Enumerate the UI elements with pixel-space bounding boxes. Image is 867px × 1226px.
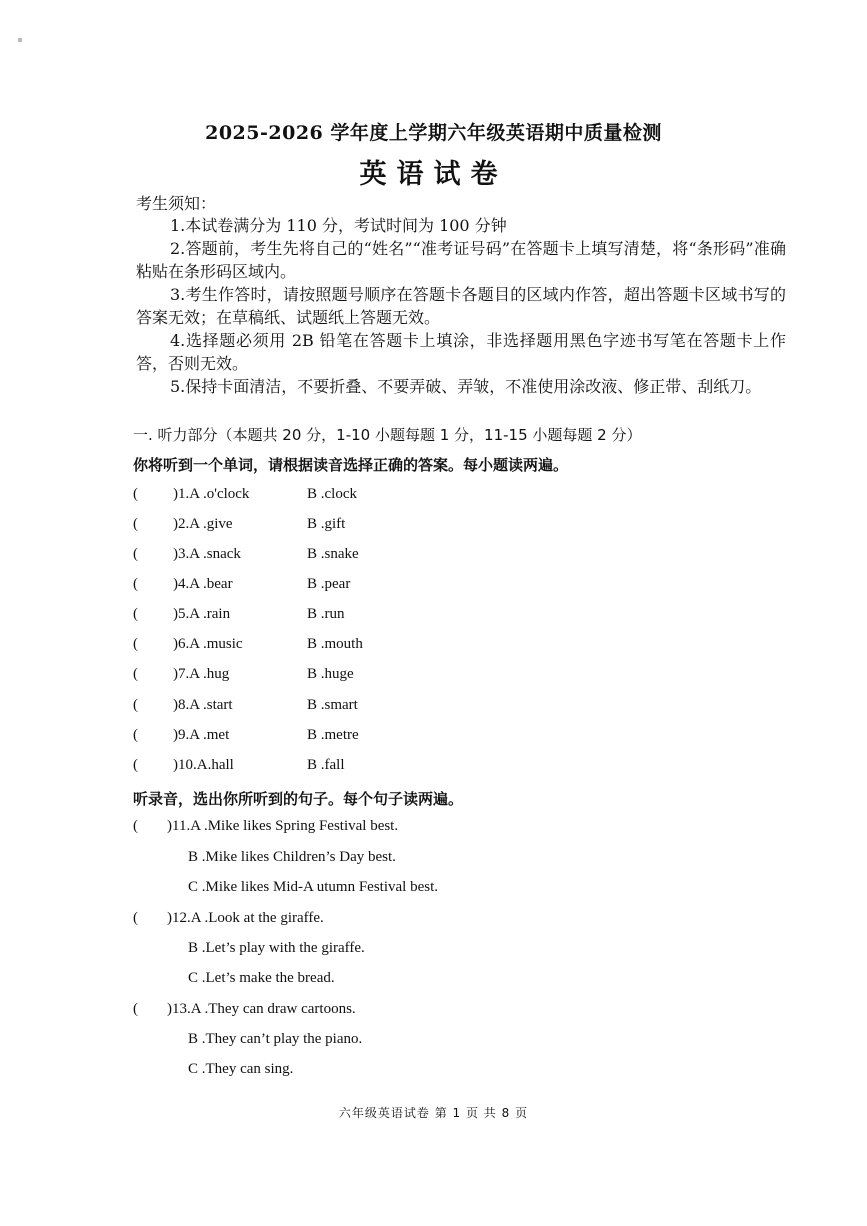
- notice-heading: 考生须知：: [136, 194, 217, 213]
- answer-paren: (: [133, 546, 138, 562]
- notice-item: 3.考生作答时，请按照题号顺序在答题卡各题目的区域内作答，超出答题卡区域书写的答案无效；在草稿纸、试题纸上答题无效。: [136, 285, 786, 327]
- notice-item: 1.本试卷满分为 110 分，考试时间为 100 分钟: [170, 216, 507, 235]
- option-a: )6.A .music: [173, 636, 243, 652]
- option-a: )7.A .hug: [173, 666, 230, 682]
- part2-instruction: 听录音，选出你所听到的句子。每个句子读两遍。: [133, 790, 464, 808]
- answer-paren: (: [133, 606, 138, 622]
- option-b: B .metre: [307, 727, 359, 743]
- option-a: )1.A .o'clock: [173, 486, 250, 502]
- exam-subtitle: 英语试卷: [359, 159, 508, 190]
- notice-item: 2.答题前，考生先将自己的“姓名”“准考证号码”在答题卡上填写清楚，将“条形码”准确粘贴在条形码区域内。: [136, 239, 786, 281]
- notice-item: 4.选择题必须用 2B 铅笔在答题卡上填涂，非选择题用黑色字迹书写笔在答题卡上作答，否则无效。: [136, 331, 786, 373]
- answer-paren: (: [133, 1001, 138, 1017]
- scan-mark: [18, 38, 22, 42]
- notice-item: 5.保持卡面清洁，不要折叠、不要弄破、弄皱，不准使用涂改液、修正带、刮纸刀。: [170, 377, 762, 396]
- option-b: B .smart: [307, 697, 358, 713]
- answer-paren: (: [133, 636, 138, 652]
- page-footer: 六年级英语试卷 第 1 页 共 8 页: [338, 1106, 529, 1120]
- answer-paren: (: [133, 486, 138, 502]
- option-b: B .Let’s play with the giraffe.: [188, 940, 365, 956]
- option-a: )11.A .Mike likes Spring Festival best.: [167, 818, 399, 834]
- option-b: B .run: [307, 606, 345, 622]
- option-b: B .snake: [307, 546, 359, 562]
- answer-paren: (: [133, 727, 138, 743]
- option-b: B .mouth: [307, 636, 363, 652]
- option-a: )8.A .start: [173, 697, 233, 713]
- option-c: C .Mike likes Mid-A utumn Festival best.: [188, 879, 438, 895]
- option-a: )13.A .They can draw cartoons.: [167, 1001, 356, 1017]
- answer-paren: (: [133, 910, 138, 926]
- section-heading: 一. 听力部分（本题共 20 分，1-10 小题每题 1 分，11-15 小题每题 2 分）: [133, 426, 642, 444]
- option-b: B .pear: [307, 576, 351, 592]
- answer-paren: (: [133, 666, 138, 682]
- answer-paren: (: [133, 818, 138, 834]
- option-a: )4.A .bear: [173, 576, 233, 592]
- exam-title: 2025-2026 学年度上学期六年级英语期中质量检测: [205, 122, 662, 144]
- answer-paren: (: [133, 576, 138, 592]
- answer-paren: (: [133, 757, 138, 773]
- option-a: )2.A .give: [173, 516, 233, 532]
- option-c: C .They can sing.: [188, 1061, 294, 1077]
- option-a: )3.A .snack: [173, 546, 241, 562]
- option-b: B .They can’t play the piano.: [188, 1031, 363, 1047]
- answer-paren: (: [133, 697, 138, 713]
- option-b: B .Mike likes Children’s Day best.: [188, 849, 396, 865]
- option-c: C .Let’s make the bread.: [188, 970, 335, 986]
- answer-paren: (: [133, 516, 138, 532]
- option-b: B .gift: [307, 516, 346, 532]
- option-a: )5.A .rain: [173, 606, 231, 622]
- option-a: )9.A .met: [173, 727, 230, 743]
- part1-instruction: 你将听到一个单词，请根据读音选择正确的答案。每小题读两遍。: [133, 456, 569, 474]
- option-b: B .clock: [307, 486, 357, 502]
- notice-list: [136, 214, 786, 398]
- option-b: B .huge: [307, 666, 354, 682]
- option-a: )12.A .Look at the giraffe.: [167, 910, 324, 926]
- option-b: B .fall: [307, 757, 345, 773]
- option-a: )10.A.hall: [173, 757, 234, 773]
